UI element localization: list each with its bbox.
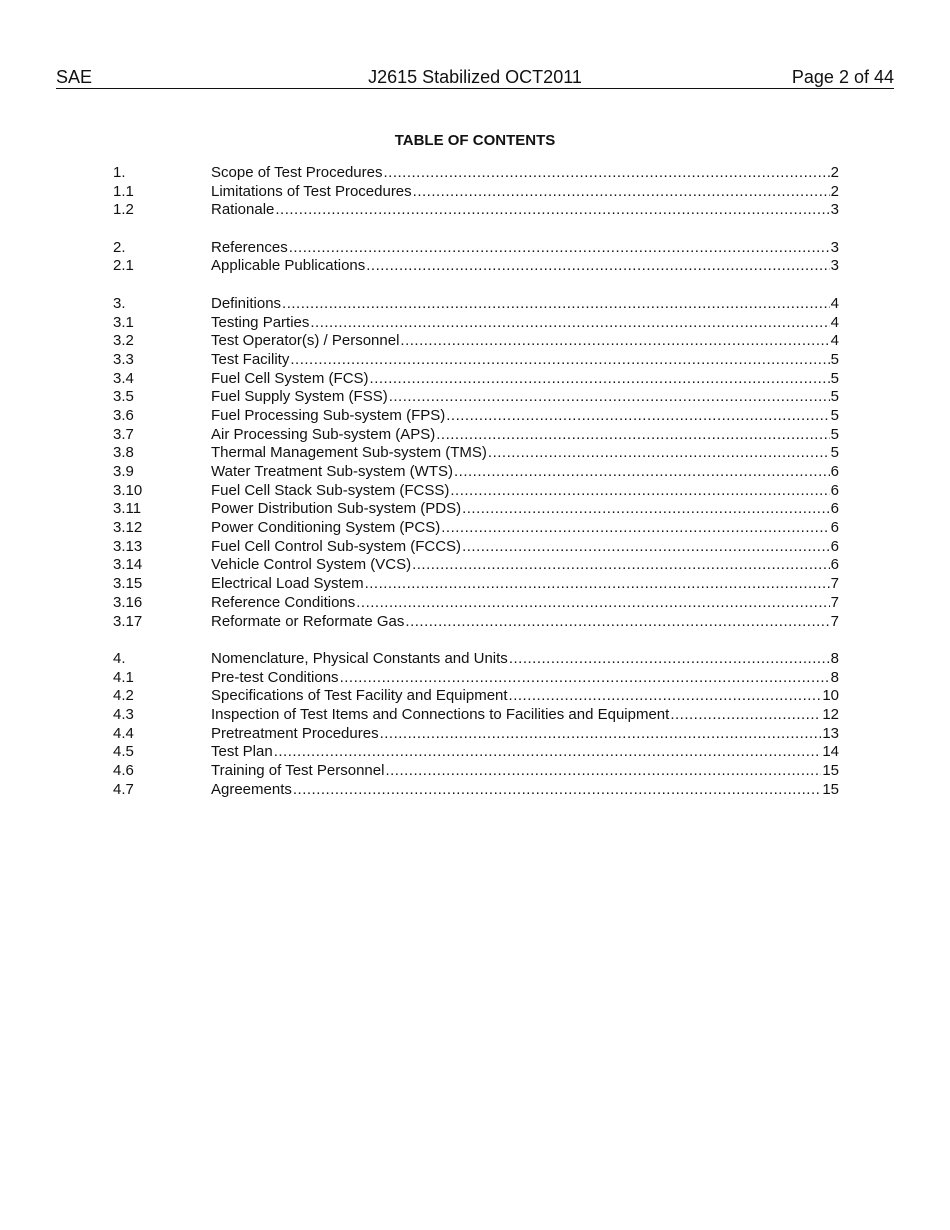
- toc-entry[interactable]: [113, 295, 839, 314]
- section-page-number: 2: [830, 182, 839, 200]
- section-page-number: 8: [830, 649, 839, 667]
- section-title: Electrical Load System: [211, 575, 364, 593]
- section-number: 3.12: [113, 519, 143, 537]
- section-title: Specifications of Test Facility and Equipment: [211, 687, 508, 705]
- section-number: 4.3: [113, 705, 134, 723]
- toc-entry[interactable]: [113, 388, 839, 407]
- section-number: 3.8: [113, 444, 134, 462]
- toc-section-group: [113, 295, 839, 631]
- toc-entry[interactable]: [113, 314, 839, 333]
- section-page-number: 13: [822, 724, 839, 742]
- section-number: 2.: [113, 238, 126, 256]
- toc-entry[interactable]: [113, 482, 839, 501]
- section-page-number: 7: [830, 575, 839, 593]
- section-page-number: 4: [830, 332, 839, 350]
- section-title: Testing Parties: [211, 313, 310, 331]
- dot-leader: [413, 183, 830, 202]
- toc-entry[interactable]: [113, 743, 839, 762]
- section-number: 3.10: [113, 481, 143, 499]
- section-title: Definitions: [211, 294, 282, 312]
- dot-leader: [380, 725, 822, 744]
- section-title: Test Operator(s) / Personnel: [211, 332, 400, 350]
- dot-leader: [509, 650, 830, 669]
- toc-entry[interactable]: [113, 463, 839, 482]
- section-title: Applicable Publications: [211, 257, 366, 275]
- section-title: Water Treatment Sub-system (WTS): [211, 463, 453, 480]
- section-number: 3.4: [113, 369, 134, 387]
- section-page-number: 5: [830, 388, 839, 406]
- toc-entry[interactable]: [113, 183, 839, 202]
- toc-entry[interactable]: [113, 239, 839, 258]
- dot-leader: [412, 556, 830, 575]
- toc-entry[interactable]: [113, 500, 839, 519]
- dot-leader: [462, 500, 830, 519]
- toc-entry[interactable]: [113, 257, 839, 276]
- section-page-number: 5: [830, 369, 839, 387]
- section-title: Inspection of Test Items and Connections to Facilities and Equipment: [211, 705, 670, 723]
- section-page-number: 12: [822, 705, 839, 723]
- page-header: [56, 66, 894, 89]
- section-number: 3.3: [113, 350, 134, 368]
- toc-entry[interactable]: [113, 370, 839, 389]
- section-number: 1.: [113, 164, 126, 181]
- toc-entry[interactable]: [113, 613, 839, 632]
- section-title: Test Plan: [211, 743, 273, 761]
- section-number: 3.13: [113, 537, 143, 555]
- dot-leader: [289, 239, 830, 258]
- section-number: 3.2: [113, 332, 134, 350]
- section-number: 3.5: [113, 388, 134, 406]
- toc-entry[interactable]: [113, 407, 839, 426]
- section-number: 2.1: [113, 257, 134, 275]
- toc-entry[interactable]: [113, 762, 839, 781]
- section-number: 3.15: [113, 575, 143, 593]
- dot-leader: [356, 594, 829, 613]
- dot-leader: [670, 706, 821, 725]
- section-page-number: 6: [830, 519, 839, 537]
- section-title: Fuel Cell System (FCS): [211, 369, 369, 387]
- section-title: Nomenclature, Physical Constants and Units: [211, 649, 508, 667]
- section-title: Pretreatment Procedures: [211, 724, 379, 742]
- toc-entry[interactable]: [113, 351, 839, 370]
- section-page-number: 5: [830, 350, 839, 368]
- section-title: Rationale: [211, 201, 275, 219]
- section-title: Power Conditioning System (PCS): [211, 519, 441, 537]
- dot-leader: [370, 370, 830, 389]
- section-number: 4.2: [113, 687, 134, 705]
- dot-leader: [340, 669, 830, 688]
- section-title: Scope of Test Procedures: [211, 164, 383, 181]
- dot-leader: [366, 257, 829, 276]
- toc-entry[interactable]: [113, 669, 839, 688]
- toc-entry[interactable]: [113, 725, 839, 744]
- section-page-number: 5: [830, 406, 839, 424]
- toc-entry[interactable]: [113, 575, 839, 594]
- section-page-number: 15: [822, 780, 839, 798]
- dot-leader: [436, 426, 829, 445]
- toc-entry[interactable]: [113, 556, 839, 575]
- section-title: Fuel Cell Control Sub-system (FCCS): [211, 537, 462, 555]
- section-number: 4.1: [113, 668, 134, 686]
- section-title: Test Facility: [211, 350, 290, 368]
- dot-leader: [405, 613, 829, 632]
- section-number: 4.5: [113, 743, 134, 761]
- section-page-number: 6: [830, 556, 839, 574]
- section-title: Training of Test Personnel: [211, 762, 385, 779]
- section-page-number: 3: [830, 238, 839, 256]
- toc-entry[interactable]: [113, 706, 839, 725]
- section-page-number: 3: [830, 201, 839, 219]
- dot-leader: [488, 444, 830, 463]
- section-page-number: 6: [830, 537, 839, 555]
- section-title: Power Distribution Sub-system (PDS): [211, 500, 462, 518]
- toc-section-group: [113, 239, 839, 276]
- dot-leader: [450, 482, 829, 501]
- dot-leader: [384, 164, 830, 183]
- toc-entry[interactable]: [113, 519, 839, 538]
- section-number: 3.16: [113, 593, 143, 611]
- section-page-number: 7: [830, 612, 839, 630]
- section-page-number: 7: [830, 593, 839, 611]
- section-title: Limitations of Test Procedures: [211, 182, 412, 200]
- section-number: 3.11: [113, 500, 142, 518]
- section-number: 1.1: [113, 182, 134, 200]
- section-title: Reformate or Reformate Gas: [211, 612, 405, 630]
- section-number: 1.2: [113, 201, 134, 219]
- dot-leader: [365, 575, 830, 594]
- section-title: References: [211, 238, 288, 256]
- section-page-number: 5: [830, 444, 839, 462]
- section-page-number: 14: [822, 743, 839, 761]
- toc-entry[interactable]: [113, 538, 839, 557]
- dot-leader: [462, 538, 830, 557]
- dot-leader: [446, 407, 829, 426]
- section-page-number: 4: [830, 294, 839, 312]
- section-page-number: 5: [830, 425, 839, 443]
- section-number: 3.7: [113, 425, 134, 443]
- section-number: 3.9: [113, 463, 134, 480]
- dot-leader: [282, 295, 830, 314]
- section-title: Vehicle Control System (VCS): [211, 556, 412, 574]
- toc-entry[interactable]: [113, 594, 839, 613]
- section-number: 4.4: [113, 724, 134, 742]
- section-title: Agreements: [211, 780, 292, 798]
- section-number: 3.17: [113, 612, 143, 630]
- section-page-number: 6: [830, 481, 839, 499]
- section-page-number: 8: [830, 668, 839, 686]
- dot-leader: [310, 314, 829, 333]
- section-title: Fuel Supply System (FSS): [211, 388, 388, 406]
- dot-leader: [385, 762, 821, 781]
- section-number: 4.6: [113, 762, 134, 779]
- section-number: 4.: [113, 649, 126, 667]
- document-id: J2615 Stabilized OCT2011: [368, 67, 582, 87]
- section-number: 3.1: [113, 313, 134, 331]
- section-title: Reference Conditions: [211, 593, 356, 611]
- toc-entry[interactable]: [113, 781, 839, 800]
- dot-leader: [441, 519, 829, 538]
- section-page-number: 10: [822, 687, 839, 705]
- dot-leader: [454, 463, 830, 482]
- section-number: 3.: [113, 294, 126, 312]
- toc-section-group: [113, 650, 839, 800]
- toc-entry[interactable]: [113, 444, 839, 463]
- dot-leader: [400, 332, 829, 351]
- section-number: 3.6: [113, 406, 134, 424]
- section-page-number: 6: [830, 463, 839, 480]
- toc-entry[interactable]: [113, 650, 839, 669]
- section-page-number: 15: [822, 762, 839, 779]
- dot-leader: [274, 743, 822, 762]
- section-title: Thermal Management Sub-system (TMS): [211, 444, 487, 462]
- toc-entry[interactable]: [113, 332, 839, 351]
- dot-leader: [389, 388, 830, 407]
- section-number: 4.7: [113, 780, 134, 798]
- section-title: Air Processing Sub-system (APS): [211, 425, 436, 443]
- section-title: Fuel Processing Sub-system (FPS): [211, 406, 446, 424]
- section-page-number: 4: [830, 313, 839, 331]
- dot-leader: [275, 201, 829, 220]
- dot-leader: [509, 687, 822, 706]
- table-of-contents: [113, 164, 839, 818]
- section-number: 3.14: [113, 556, 143, 574]
- toc-entry[interactable]: [113, 687, 839, 706]
- section-page-number: 3: [830, 257, 839, 275]
- toc-entry[interactable]: [113, 426, 839, 445]
- dot-leader: [293, 781, 821, 800]
- section-page-number: 2: [830, 164, 839, 181]
- section-title: Fuel Cell Stack Sub-system (FCSS): [211, 481, 450, 499]
- dot-leader: [290, 351, 829, 370]
- page-number: Page 2 of 44: [791, 67, 894, 87]
- toc-section-group: [113, 164, 839, 220]
- toc-title: TABLE OF CONTENTS: [394, 132, 556, 149]
- organization-name: SAE: [56, 67, 93, 87]
- section-page-number: 6: [830, 500, 839, 518]
- toc-entry[interactable]: [113, 164, 839, 183]
- toc-entry[interactable]: [113, 201, 839, 220]
- section-title: Pre-test Conditions: [211, 668, 339, 686]
